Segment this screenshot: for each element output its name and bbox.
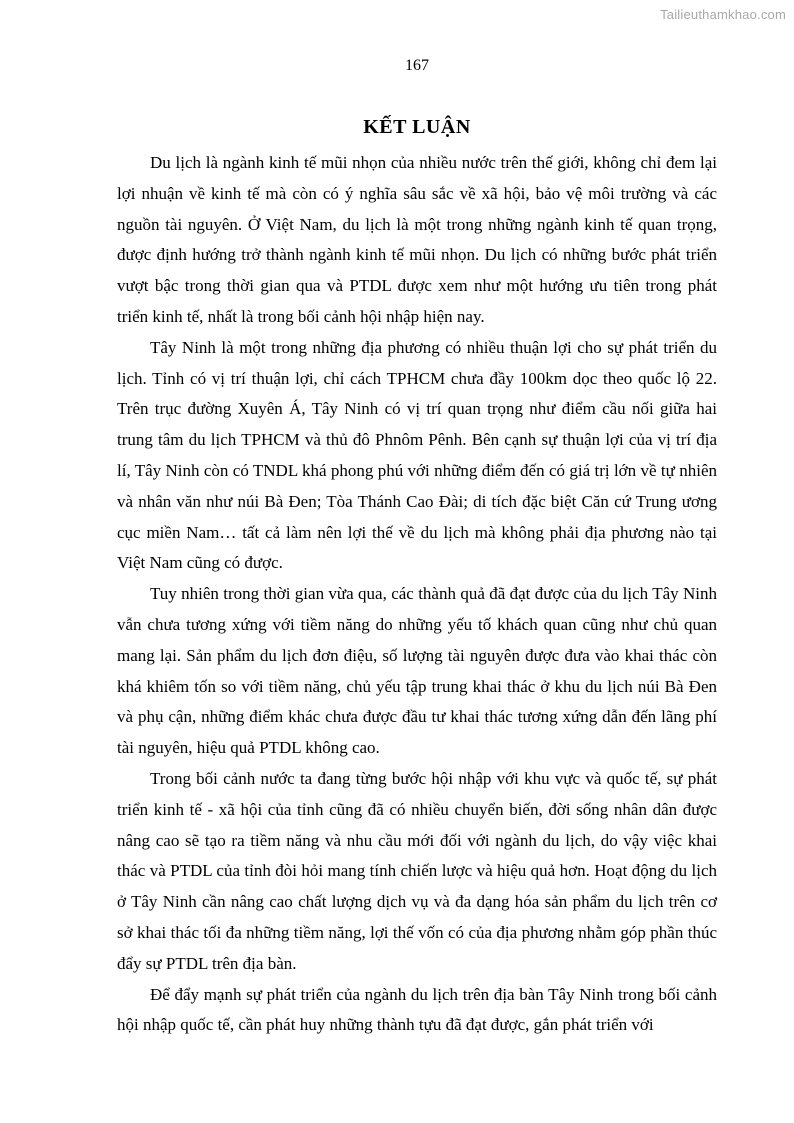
page-number: 167: [405, 57, 429, 74]
page-title: KẾT LUẬN: [363, 116, 471, 138]
paragraph-5: Để đẩy mạnh sự phát triển của ngành du lịch trên địa bàn Tây Ninh trong bối cảnh hội nhập quốc tế, cần phát huy những thành tựu đã đạt được, gắn phát triển với: [117, 984, 717, 1035]
paragraph-4: Trong bối cảnh nước ta đang từng bước hội nhập với khu vực và quốc tế, sự phát triển kinh tế - xã hội của tỉnh cũng đã có nhiều chuyển biến, đời sống nhân dân được nâng cao sẽ tạo ra tiềm năng và nhu cầu mới đối với ngành du lịch, do vậy việc khai thác và PTDL của tỉnh đòi hỏi mang tính chiến lược và hiệu quả hơn. Hoạt động du lịch ở Tây Ninh cần nâng cao chất lượng dịch vụ và đa dạng hóa sản phẩm du lịch trên cơ sở khai thác tối đa những tiềm năng, lợi thế vốn có của địa phương nhằm góp phần thúc đẩy sự PTDL trên địa bàn.: [117, 768, 717, 973]
paragraph-2: Tây Ninh là một trong những địa phương có nhiều thuận lợi cho sự phát triển du lịch. Tỉnh có vị trí thuận lợi, chỉ cách TPHCM chưa đầy 100km dọc theo quốc lộ 22. Trên trục đường Xuyên Á, Tây Ninh có vị trí quan trọng như điểm cầu nối giữa hai trung tâm du lịch TPHCM và thủ đô Phnôm Pênh. Bên cạnh sự thuận lợi của vị trí địa lí, Tây Ninh còn có TNDL khá phong phú với những điểm đến có giá trị lớn về tự nhiên và nhân văn như núi Bà Đen; Tòa Thánh Cao Đài; di tích đặc biệt Căn cứ Trung ương cục miền Nam… tất cả làm nên lợi thế về du lịch mà không phải địa phương nào tại Việt Nam cũng có được.: [117, 337, 717, 573]
document-body: [117, 148, 717, 1041]
watermark: Tailieuthamkhao.com: [660, 7, 786, 22]
paragraph-3: Tuy nhiên trong thời gian vừa qua, các thành quả đã đạt được của du lịch Tây Ninh vẫn chưa tương xứng với tiềm năng do những yếu tố khách quan cũng như chủ quan mang lại. Sản phẩm du lịch đơn điệu, số lượng tài nguyên được đưa vào khai thác còn khá khiêm tốn so với tiềm năng, chủ yếu tập trung khai thác ở khu du lịch núi Bà Đen và phụ cận, những điểm khác chưa được đầu tư khai thác tương xứng dẫn đến lãng phí tài nguyên, hiệu quả PTDL không cao.: [117, 584, 717, 758]
paragraph-1: Du lịch là ngành kinh tế mũi nhọn của nhiều nước trên thế giới, không chỉ đem lại lợi nhuận về kinh tế mà còn có ý nghĩa sâu sắc về xã hội, bảo vệ môi trường và các nguồn tài nguyên. Ở Việt Nam, du lịch là một trong những ngành kinh tế quan trọng, được định hướng trở thành ngành kinh tế mũi nhọn. Du lịch có những bước phát triển vượt bậc trong thời gian qua và PTDL được xem như một hướng ưu tiên trong phát triển kinh tế, nhất là trong bối cảnh hội nhập hiện nay.: [117, 153, 717, 326]
